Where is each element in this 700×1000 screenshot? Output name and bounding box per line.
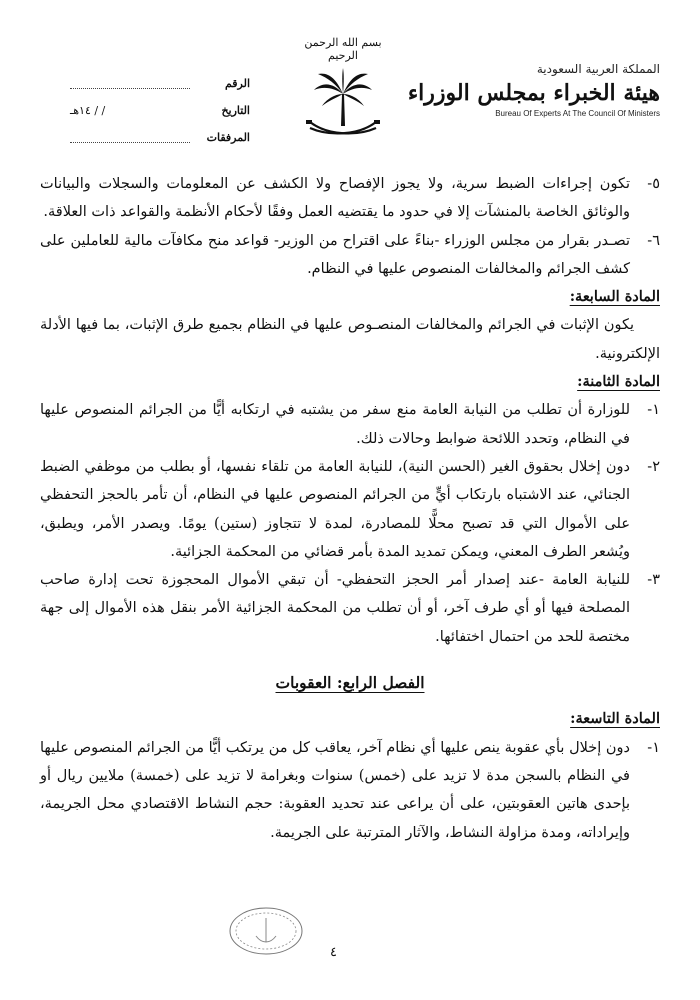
item-number: ٢- — [647, 458, 660, 475]
item-number: ٣- — [647, 572, 660, 589]
article-8-heading: المادة الثامنة: — [577, 373, 660, 391]
field-number — [70, 70, 250, 97]
list-item — [40, 734, 660, 847]
item-number: ١- — [647, 739, 660, 756]
list-item — [40, 227, 660, 284]
item-number: ١- — [647, 402, 660, 419]
seal-stamp-icon — [228, 906, 304, 956]
list-item — [40, 170, 660, 227]
item-text: للنيابة العامة -عند إصدار أمر الحجز التحفظي- أن تبقي الأموال المحجوزة تحت إدارة صاحب المصلحة فيها أو أي طرف آخر، أو أن تطلب من المحكمة الجزائية الأمر بنقل هذه الأموال إلى جهة مختصة للحد من احتمال اختفائها. — [40, 572, 630, 645]
field-attachments-line — [70, 132, 190, 143]
bureau-name-arabic: هيئة الخبراء بمجلس الوزراء — [407, 80, 660, 106]
field-date-label: التاريخ — [221, 104, 250, 117]
field-number-line — [70, 78, 190, 89]
item-text: دون إخلال بأي عقوبة ينص عليها أي نظام آخر، يعاقب كل من يرتكب أيًّا من الجرائم المنصوص عليها في النظام بالسجن مدة لا تزيد على (خمس) سنوات وبغرامة لا تزيد على (خمسة) ملايين ريال أو بإحدى هاتين العقوبتين، على أن يراعى عند تحديد العقوبة: حجم النشاط الاقتصادي محل الجريمة، وإيراداته، ومدة مزاولة النشاط، والآثار المترتبة على الجريمة. — [40, 739, 630, 841]
field-date — [70, 97, 250, 124]
document-body — [40, 170, 660, 847]
field-attachments — [70, 124, 250, 151]
kingdom-name: المملكة العربية السعودية — [536, 62, 660, 76]
field-number-label: الرقم — [224, 77, 250, 90]
article-7-text: يكون الإثبات في الجرائم والمخالفات المنصـوص عليها في النظام بجميع طرق الإثبات، بما فيها الأدلة الإلكترونية. — [40, 317, 660, 362]
basmala: بسم الله الرحمن الرحيم — [304, 36, 382, 62]
item-text: تصـدر بقرار من مجلس الوزراء -بناءً على اقتراح من الوزير- قواعد منح مكافآت مالية للعاملين على كشف الجرائم والمخالفات المنصوص عليها في النظام. — [40, 232, 630, 277]
letterhead — [407, 62, 660, 118]
field-attachments-label: المرفقات — [206, 131, 250, 144]
reference-fields — [70, 70, 250, 151]
item-number: ٥- — [647, 176, 660, 192]
item-text: للوزارة أن تطلب من النيابة العامة منع سفر من يشتبه في ارتكابه أيًّا من الجرائم المنصوص عليها في النظام، وتحدد اللائحة ضوابط وحالات ذلك. — [40, 402, 630, 447]
list-item — [40, 396, 660, 453]
saudi-emblem — [298, 36, 388, 136]
list-item — [40, 566, 660, 651]
list-item — [40, 453, 660, 566]
item-number: ٦- — [647, 232, 660, 249]
article-7-heading: المادة السابعة: — [569, 288, 660, 306]
chapter-4-heading: الفصل الرابع: العقوبات — [275, 673, 425, 693]
bureau-name-english: Bureau Of Experts At The Council Of Ministers — [495, 109, 660, 118]
item-text: تكون إجراءات الضبط سرية، ولا يجوز الإفصاح ولا الكشف عن المعلومات والسجلات والبيانات والوثائق الخاصة بالمنشآت إلا في حدود ما يقتضيه العمل وفقًا لأحكام الأنظمة والقواعد ذات العلاقة. — [40, 176, 630, 221]
palm-swords-icon — [298, 64, 388, 144]
article-9-heading: المادة التاسعة: — [570, 710, 660, 728]
item-text: دون إخلال بحقوق الغير (الحسن النية)، للنيابة العامة من تلقاء نفسها، أو بطلب من موظفي الضبط الجنائي، عند الاشتباه بارتكاب أيٍّ من الجرائم المنصوص عليها في النظام، أن تأمر بالحجز التحفظي على الأموال التي قد تصبح محلًّا للمصادرة، لمدة لا تتجاوز (ستين) يومًا. ويصدر الأمر، ويطبق، ويُشعر الطرف المعني، ويمكن تمديد المدة بأمر قضائي من المحكمة الجزائية. — [40, 458, 630, 560]
page-number: ٤ — [330, 945, 337, 960]
field-date-value: / / ١٤هـ — [70, 104, 106, 117]
